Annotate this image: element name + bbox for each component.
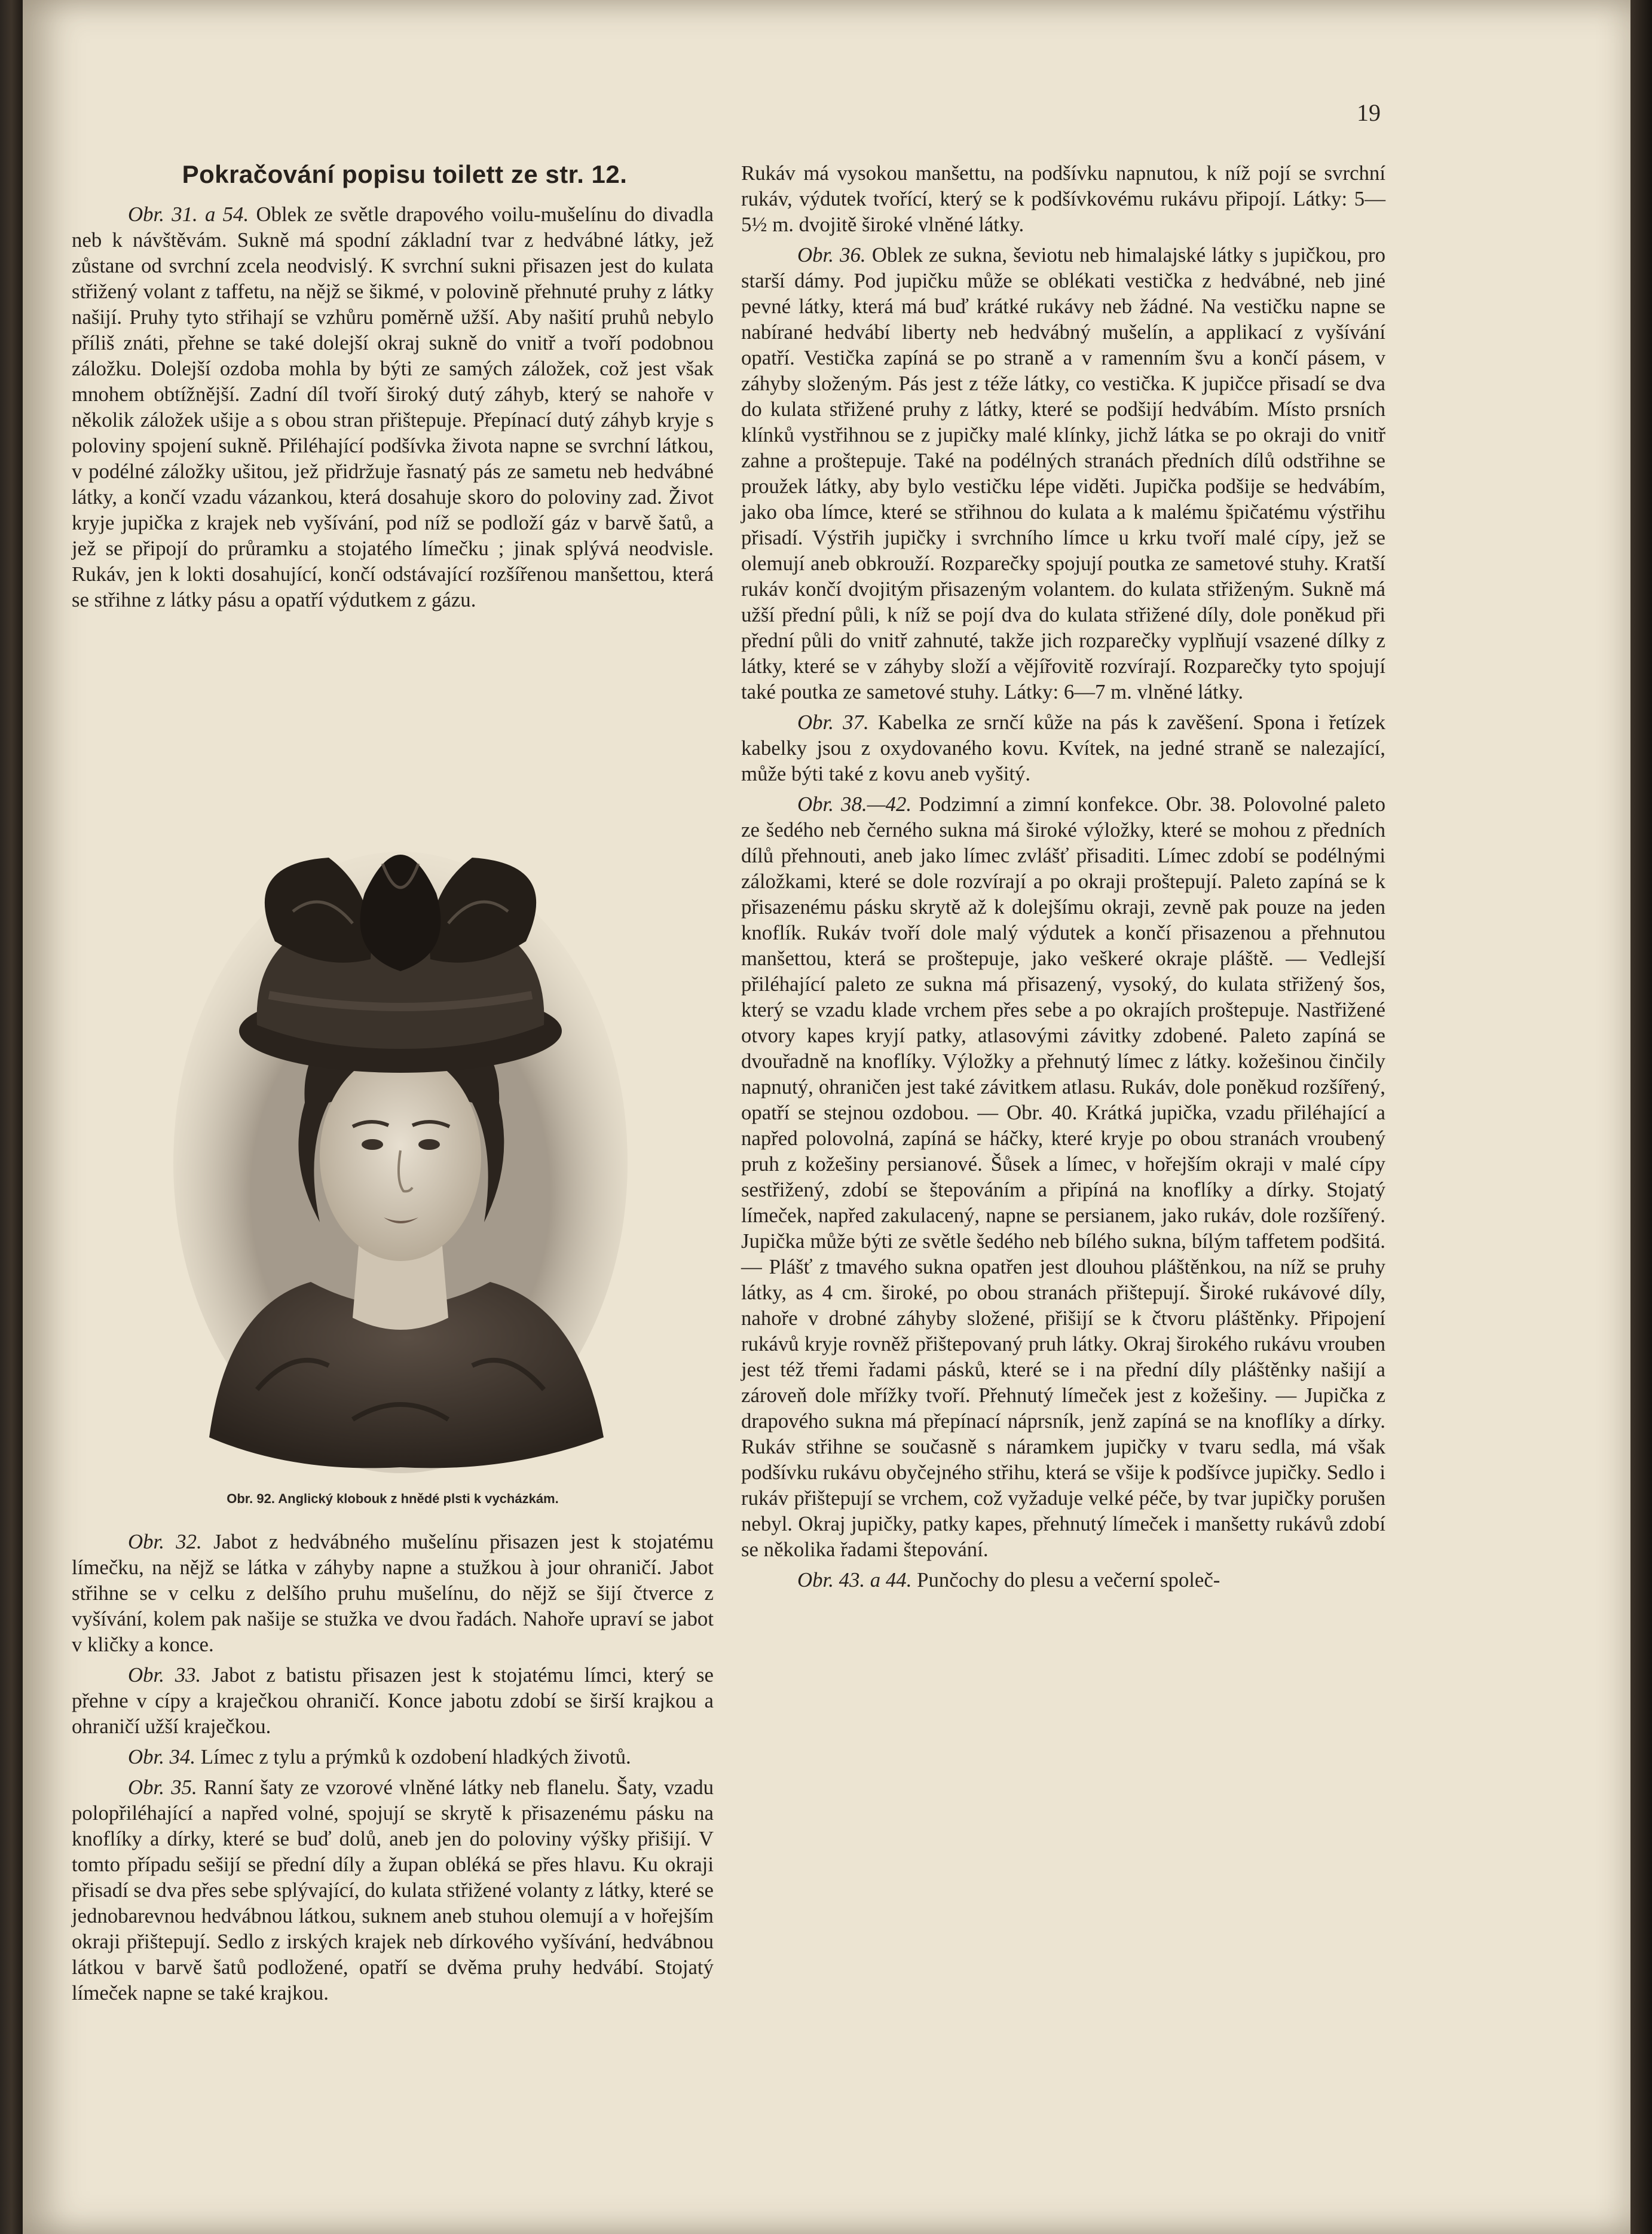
paragraph-text: Límec z tylu a prýmků k ozdobení hladkých životů. [200, 1745, 631, 1768]
paragraph-text: Oblek ze světle drapového voilu-mušelínu do divadla neb k návštěvám. Sukně má spodní základní tvar z hedvábné látky, jež zůstane od svrchní zcela neodvislý. K svrchní sukni přisazen jest do kulata střižený volant z taffetu, na nějž se šikmé, v polovině přehnuté pruhy z látky našijí. Pruhy tyto střihají se vzhůru poměrně užší. Aby našití pruhů nebylo příliš znáti, přehne se také dolejší okraj sukně do vnitř a tvoří podobnou záložku. Dolejší ozdoba mohla by býti ze samých záložek, což jest však mnohem obtížnější. Zadní díl tvoří široký dutý záhyb, který se nahoře v několik záložek ušije a s obou stran přištepuje. Přepínací dutý záhyb kryje s poloviny spojení sukně. Přiléhající podšívka života napne se svrchní látkou, v podélné záložky ušitou, jež přidržuje řasnatý pás ze sametu neb hedvábné látky, a končí vzadu vázankou, která dosahuje skoro do poloviny zad. Život kryje jupička z krajek neb vyšívání, pod níž se podloží gáz v barvě šatů, a jež se připojí do průramku a stojatého límečku ; jinak splývá neodvisle. Rukáv, jen k lokti dosahující, končí odstávající rozšířenou manšettou, která se střihne z látky pásu a opatří výdutkem z gázu. [72, 203, 714, 611]
figure-ref: Obr. 36. [797, 243, 872, 267]
paragraph-obr-34 [72, 1744, 714, 1770]
figure-ref: Obr. 43. a 44. [797, 1568, 917, 1592]
right-column [741, 160, 1385, 1598]
paragraph-text: Podzimní a zimní konfekce. Obr. 38. Polovolné paleto ze šedého neb černého sukna má široké výložky, které se mohou z předních dílů přehnouti, aneb jako límec zvlášť přisaditi. Límec zdobí se podélnými záložkami, které se dole rozvírají a po okraji proštepují. Paleto zapíná se k přisazenému pásku skrytě až k dolejšímu okraji, zevně pak pouze na jeden knoflík. Rukáv tvoří dole malý výdutek a končí přisazenou a přehnutou manšettou, která se proštepuje, jako veškeré okraje pláště. — Vedlejší přiléhající paleto ze sukna má přisazený, vysoký, do kulata střižený šos, který se vzadu klade vrchem přes sebe a po okrajích proštepuje. Nastřižené otvory kapes kryjí patky, atlasovými závitky zdobené. Paleto zapíná se dvouřadně na knoflíky. Výložky a přehnutý límec z látky. kožešinou činčily napnutý, ohraničen jest také závitkem atlasu. Rukáv, dole poněkud rozšířený, opatří se stejnou ozdobou. — Obr. 40. Krátká jupička, vzadu přiléhající a napřed polovolná, zapíná se háčky, které kryje po obou stranách vroubený pruh z kožešiny persianové. Šůsek a límec, v hořejším okraji v malé cípy sestřižený, zdobí se štepováním a připíná na knoflíky a dírky. Stojatý límeček, napřed zakulacený, napne se persianem, jako rukáv, dole rozšířený. Jupička může býti ze světle šedého neb bílého sukna, bílým taffetem podšitá. — Plášť z tmavého sukna opatřen jest dlouhou pláštěnkou, na níž se pruhy látky, as 4 cm. široké, po obou stranách přištepují. Široké rukávové díly, nahoře v drobné záhyby složené, přišijí se k čtvoru pláštěnky. Připojení rukávů kryje rovněž přištepovaný pruh látky. Okraj širokého rukávu vrouben jest též třemi řadami pásků, které se i na přední díly pláštěnky našijí a zároveň dole mřížky tvoří. Přehnutý límeček jest z kožešiny. — Jupička z drapového sukna má přepínací náprsník, jenž zapíná se na knoflíky a dírky. Rukáv střihne se současně s náramkem jupičky v tvaru sedla, má však podšívku rukávu obyčejného střihu, která se všije k podšívce jupičky. Sedlo i rukáv přištepují se vrchem, což vyžaduje velké péče, by tvar jupičky porušen nebyl. Okraj jupičky, patky kapes, přehnutý límeček i manšetty rukávů zdobí se několika řadami štepování. [741, 792, 1385, 1561]
paragraph-text: Jabot z hedvábného mušelínu přisazen jest k stojatému límečku, na nějž se látka v záhyby napne a stužkou à jour ohraničí. Jabot střihne se v celku z delšího pruhu mušelínu, do nějž se šijí čtverce z vyšívání, kolem pak našije se stužka ve dvou řadách. Nahoře upraví se jabot v kličky a konce. [72, 1530, 714, 1656]
hat-woman-engraving [173, 792, 628, 1479]
paragraph-obr-32 [72, 1529, 714, 1657]
figure-caption: Obr. 92. Anglický klobouk z hnědé plsti k vycházkám. [227, 1491, 559, 1506]
paragraph-text: Kabelka ze srnčí kůže na pás k zavěšení. Spona i řetízek kabelky jsou z oxydovaného kovu. Kvítek, na jedné straně se nalezající, může býti také z kovu aneb vyšitý. [741, 711, 1386, 785]
paragraph-obr-38-42 [741, 791, 1385, 1562]
paragraph-text: Rukáv má vysokou manšettu, na podšívku napnutou, k níž pojí se svrchní rukáv, výdutek tvořící, který se k podšívkovému rukávu připojí. Látky: 5—5½ m. dvojitě široké vlněné látky. [741, 161, 1385, 236]
figure-ref: Obr. 31. a 54. [128, 203, 256, 226]
page-number: 19 [1357, 99, 1381, 126]
paragraph-text: Ranní šaty ze vzorové vlněné látky neb flanelu. Šaty, vzadu polopřiléhající a napřed volné, spojují se skrytě k přisazenému pásku na knoflíky a dírky, které se buď dolů, aneb jen do poloviny výšky přišijí. V tomto případu sešijí se přední díly a župan obléká se přes hlavu. Ku okraji přisadí se dva přes sebe splývající, do kulata střižené volanty z látky, které se jednobarevnou hedvábnou látkou, suknem aneb stuhou olemují a v hořejším okraji přištepují. Sedlo z irských krajek neb dírkového vyšívání, hedvábnou látkou v barvě šatů podložené, opatří se dvěma pruhy hedvábí. Stojatý límeček napne se také krajkou. [72, 1776, 714, 2005]
portrait-illustration [173, 792, 628, 1479]
paragraph-obr-33 [72, 1662, 714, 1739]
left-column-lower [72, 1529, 714, 2010]
paragraph-continued [741, 160, 1385, 237]
page-edge [1630, 0, 1652, 2234]
figure-ref: Obr. 32. [128, 1530, 214, 1553]
book-spine [0, 0, 23, 2234]
paragraph-obr-36 [741, 242, 1385, 705]
paragraph-obr-35 [72, 1774, 714, 2006]
paragraph-text: Oblek ze sukna, ševiotu neb himalajské látky s jupičkou, pro starší dámy. Pod jupičku může se oblékati vestička z hedvábné, neb jiné pevné látky, která má buď krátké rukávy neb žádné. Na vestičku napne se nabírané hedvábí liberty neb hedvábný mušelín, a applikací z vyšívání opatří. Vestička zapíná se po straně a v ramenním švu a končí pásem, v záhyby složeným. Pás jest z téže látky, co vestička. K jupičce přisadí se dva do kulata střižené pruhy z látky, které se podšijí hedvábím. Místo prsních klínků vystřihnou se z jupičky malé klínky, jichž látka se po okraji do vnitř zahne a proštepuje. Také na podélných stranách předních dílů odstřihne se proužek látky, aby bylo vestičku lépe viděti. Jupička podšije se hedvábím, jako oba límce, které se střihnou do kulata a k malému špičatému výstřihu přisadí. Výstřih jupičky i svrchního límce u krku tvoří malé cípy, jež se olemují aneb obkrouží. Rozparečky spojují poutka ze sametové stuhy. Kratší rukáv končí dvojitým přisazeným volantem. do kulata střiženým. Sukně má užší přední půli, k níž se pojí dva do kulata střižené díly, dole poněkud při přední půli do vnitř zahnuté, takže jich rozparečky vyplňují vsazené dílky z látky, které se v záhyby složí a vějířovitě rozvírají. Rozparečky tyto spojují také poutka ze sametové stuhy. Látky: 6—7 m. vlněné látky. [741, 243, 1385, 703]
figure-ref: Obr. 37. [797, 711, 878, 734]
figure-ref: Obr. 34. [128, 1745, 201, 1768]
figure-ref: Obr. 38.—42. [797, 792, 919, 816]
paragraph-text: Punčochy do plesu a večerní společ- [917, 1568, 1220, 1592]
paragraph-text: Jabot z batistu přisazen jest k stojatému límci, který se přehne v cípy a kraječkou ohraničí. Konce jabotu zdobí se širší krajkou a ohraničí užší kraječkou. [72, 1663, 714, 1738]
figure-ref: Obr. 35. [128, 1776, 204, 1799]
left-column-upper [72, 161, 714, 617]
section-heading: Pokračování popisu toilett ze str. 12. [182, 160, 628, 188]
figure-ref: Obr. 33. [128, 1663, 212, 1687]
paragraph-obr-37 [741, 709, 1385, 787]
paragraph-obr-43-44 [741, 1567, 1385, 1593]
paragraph-obr-31 [72, 201, 714, 613]
